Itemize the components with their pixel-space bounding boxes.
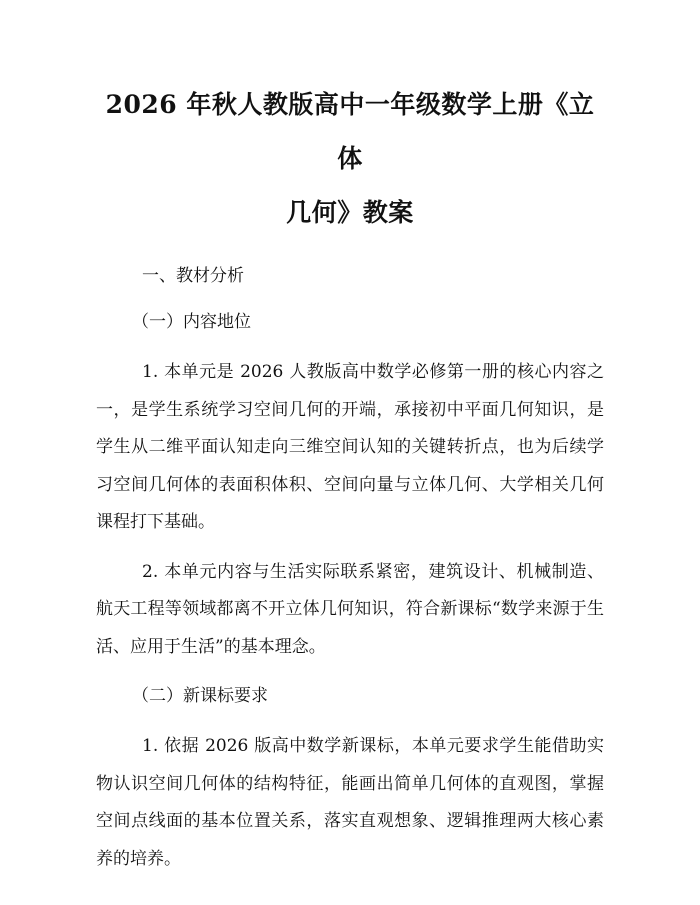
subsection-heading-content-position: （一）内容地位 [132, 312, 251, 332]
subsection-heading-curriculum-requirements: （二）新课标要求 [132, 686, 268, 706]
paragraph-curriculum-requirements-1: 1. 依据 2026 版高中数学新课标，本单元要求学生能借助实物认识空间几何体的结构特征，能画出简单几何体的直观图，掌握空间点线面的基本位置关系，落实直观想象、逻辑推理两大核心素养的培养。 [96, 736, 604, 869]
document-title [96, 0, 604, 240]
document-title-line-1: 2026 年秋人教版高中一年级数学上册《立体 [105, 90, 595, 173]
paragraph-content-position-2: 2. 本单元内容与生活实际联系紧密，建筑设计、机械制造、航天工程等领域都离不开立体几何知识，符合新课标“数学来源于生活、应用于生活”的基本理念。 [96, 561, 604, 657]
document-title-line-2: 几何》教案 [286, 198, 414, 227]
section-heading-textbook-analysis: 一、教材分析 [142, 266, 244, 286]
paragraph-content-position-1: 1. 本单元是 2026 人教版高中数学必修第一册的核心内容之一，是学生系统学习空间几何的开端，承接初中平面几何知识，是学生从二维平面认知走向三维空间认知的关键转折点，也为后续学习空间几何体的表面积体积、空间向量与立体几何、大学相关几何课程打下基础。 [96, 362, 604, 532]
